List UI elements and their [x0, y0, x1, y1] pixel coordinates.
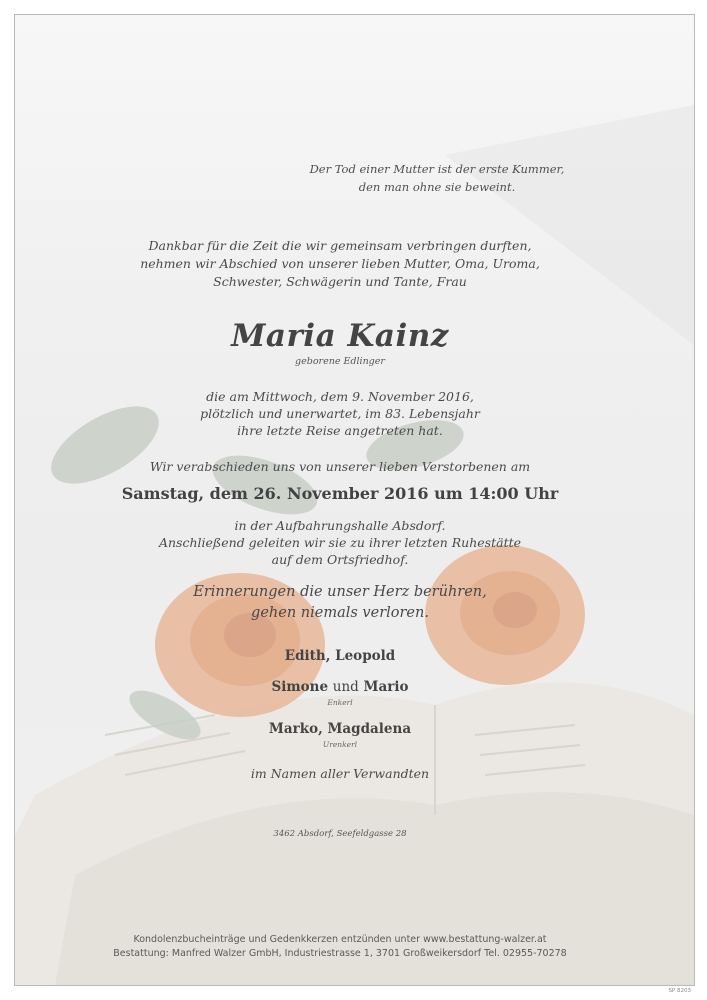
family-address: 3462 Absdorf, Seefeldgasse 28 — [273, 829, 407, 839]
grandchildren-and: und — [332, 679, 359, 695]
relatives-line: im Namen aller Verwandten — [250, 766, 430, 781]
deceased-name: Maria Kainz — [231, 318, 449, 354]
great-grandchildren-role: Urenkerl — [322, 740, 358, 749]
mourner-children: Edith, Leopold — [284, 648, 396, 664]
birth-name: geborene Edlinger — [295, 356, 385, 367]
service-place — [80, 517, 600, 568]
memory-line-2: gehen niemals verloren. — [251, 605, 429, 621]
intro-line-3: Schwester, Schwägerin und Tante, Frau — [213, 274, 467, 289]
intro-line-1: Dankbar für die Zeit die wir gemeinsam verbringen durften, — [148, 238, 532, 253]
mourner-great-grandchildren: Marko, Magdalena — [268, 721, 412, 737]
place-line-2: Anschließend geleiten wir sie zu ihrer letzten Ruhestätte — [158, 535, 522, 550]
grandchildren-role: Enkerl — [327, 698, 353, 707]
memory-line-1: Erinnerungen die unser Herz berühren, — [193, 584, 487, 600]
service-date: Samstag, dem 26. November 2016 um 14:00 Uhr — [121, 484, 559, 503]
farewell-text: Wir verabschieden uns von unserer lieben Verstorbenen am — [149, 459, 531, 474]
footer — [40, 933, 640, 961]
template-code: SP 8203 — [668, 988, 691, 994]
grandchild-simone: Simone — [271, 679, 329, 695]
death-line-1: die am Mittwoch, dem 9. November 2016, — [206, 389, 474, 404]
memory-quote — [80, 582, 600, 624]
motto-line-2: den man ohne sie beweint. — [358, 180, 516, 194]
intro-text — [80, 237, 600, 291]
footer-line-1: Kondolenzbucheinträge und Gedenkkerzen entzünden unter www.bestattung-walzer.at — [133, 934, 547, 945]
death-details — [80, 388, 600, 439]
intro-line-2: nehmen wir Abschied von unserer lieben Mutter, Oma, Uroma, — [140, 256, 540, 271]
footer-line-2: Bestattung: Manfred Walzer GmbH, Industriestrasse 1, 3701 Großweikersdorf Tel. 02955-70278 — [113, 948, 567, 959]
death-line-3: ihre letzte Reise angetreten hat. — [237, 423, 443, 438]
place-line-1: in der Aufbahrungshalle Absdorf. — [234, 518, 446, 533]
motto-quote — [292, 160, 582, 196]
death-line-2: plötzlich und unerwartet, im 83. Lebensjahr — [200, 406, 480, 421]
place-line-3: auf dem Ortsfriedhof. — [271, 552, 409, 567]
motto-line-1: Der Tod einer Mutter ist der erste Kummer, — [309, 162, 565, 176]
mourner-grandchildren — [80, 679, 600, 695]
grandchild-mario: Mario — [363, 679, 409, 695]
